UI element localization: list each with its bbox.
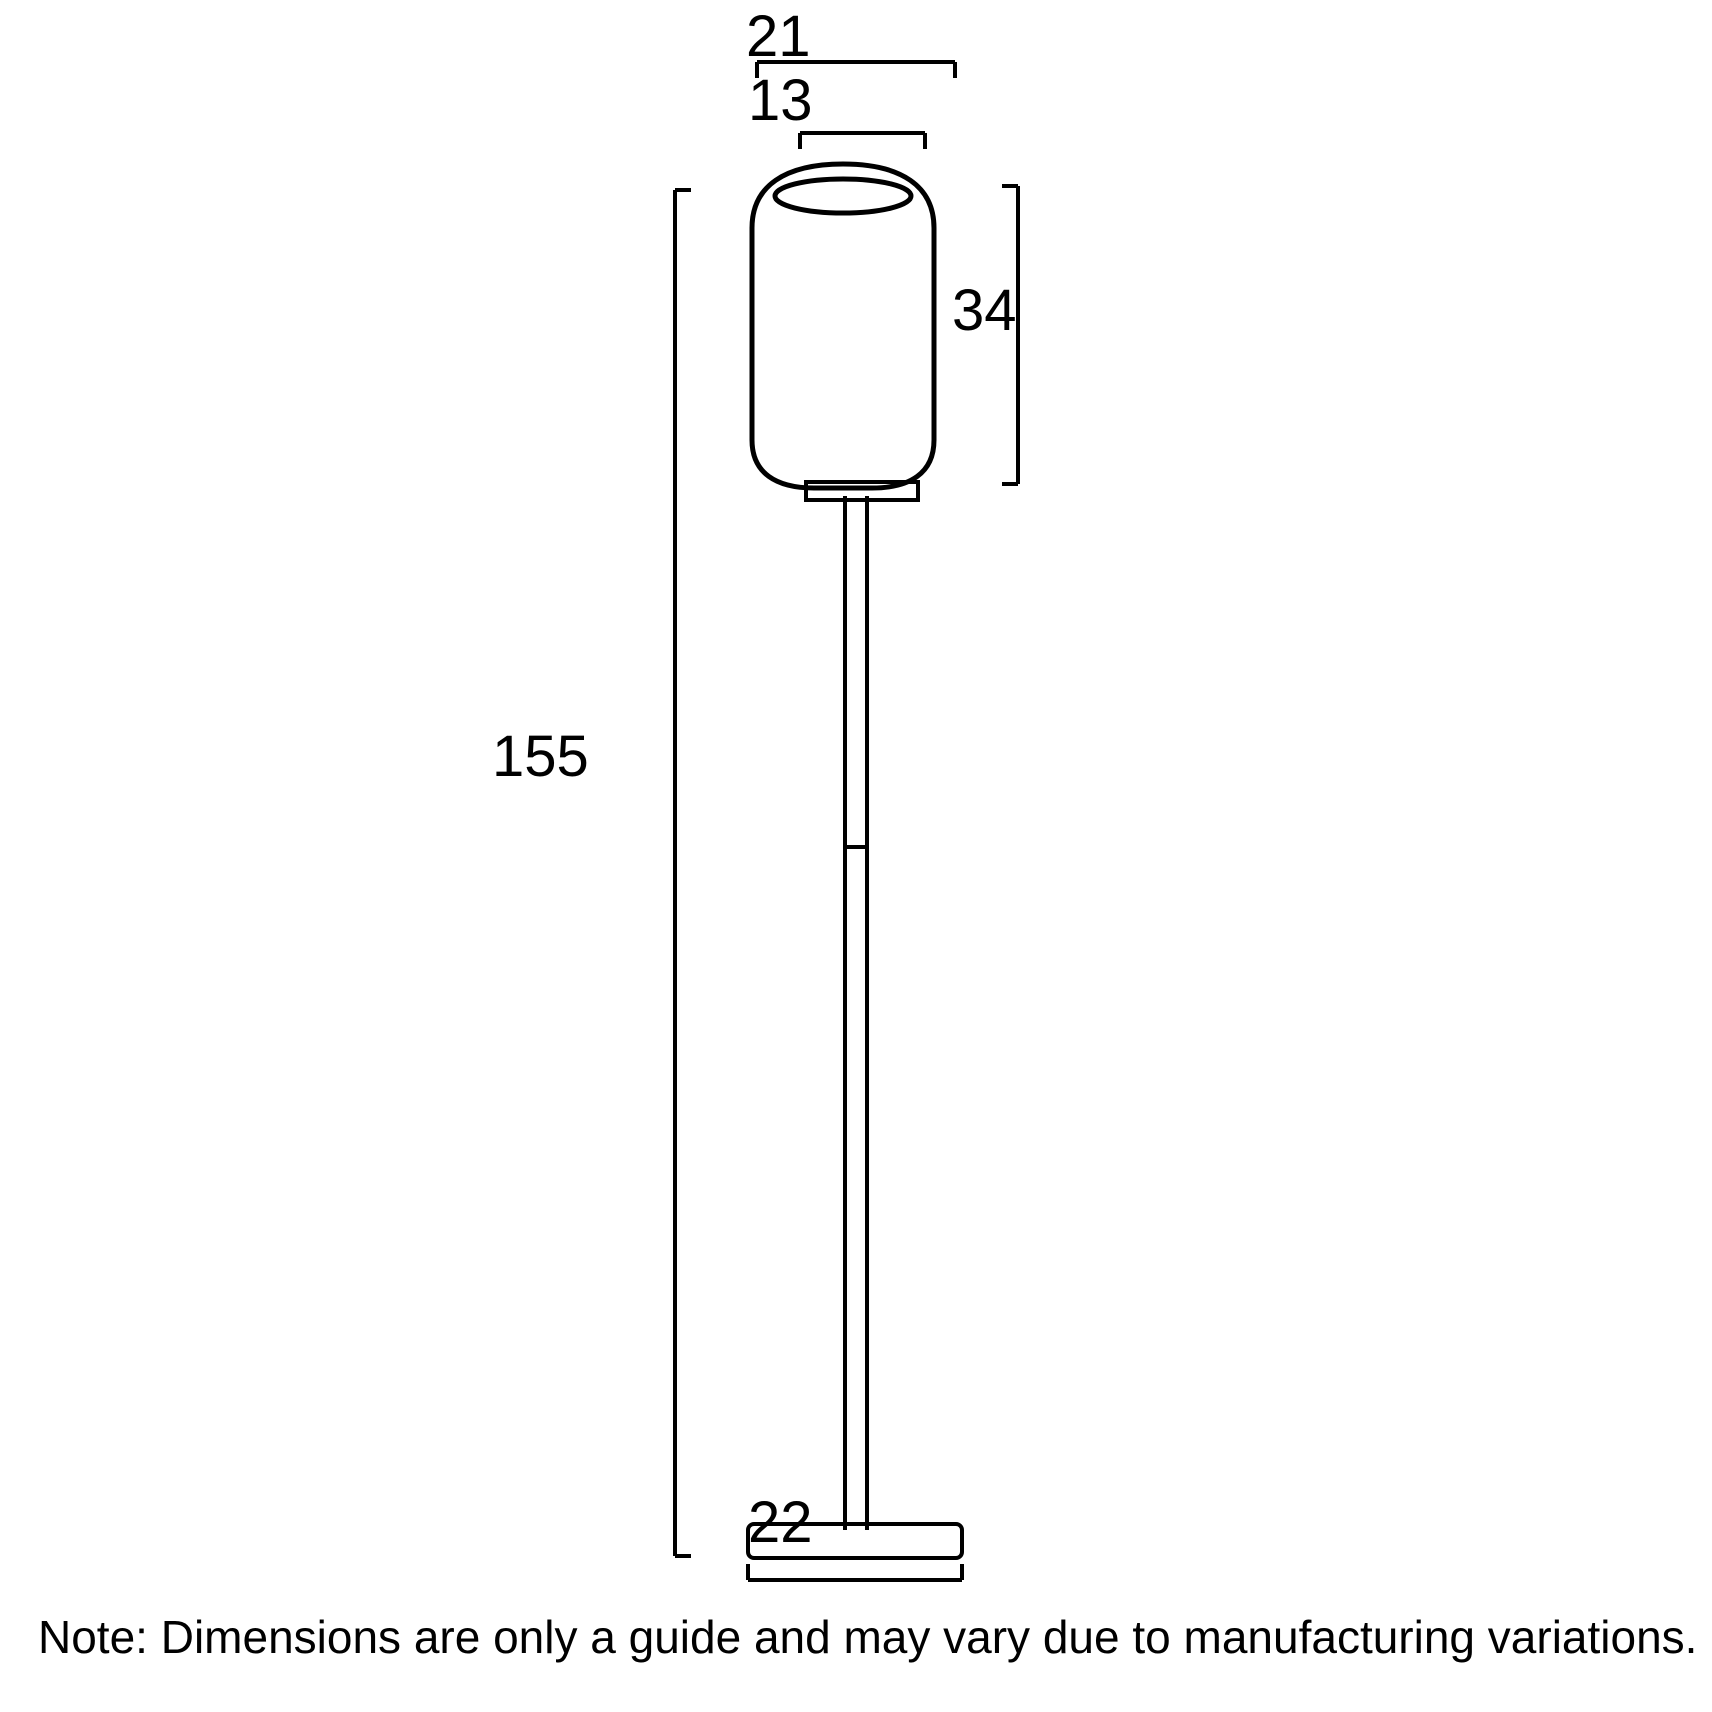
dimension-label-shade-height: 34 — [952, 278, 1017, 343]
dimension-label-shade-outer-width: 21 — [746, 4, 811, 69]
dimension-line-overall-height — [675, 190, 691, 1556]
dimensions-note: Note: Dimensions are only a guide and may vary due to manufacturing variations. — [38, 1611, 1698, 1663]
dimension-line-base-diameter — [748, 1564, 962, 1580]
dimension-line-shade-inner-width — [800, 133, 925, 149]
dimension-label-overall-height: 155 — [492, 724, 589, 789]
lamp-shade — [752, 164, 934, 488]
dimension-label-shade-inner-width: 13 — [748, 68, 813, 133]
lamp-pole — [845, 496, 867, 1530]
dimension-label-base-diameter: 22 — [748, 1490, 813, 1555]
